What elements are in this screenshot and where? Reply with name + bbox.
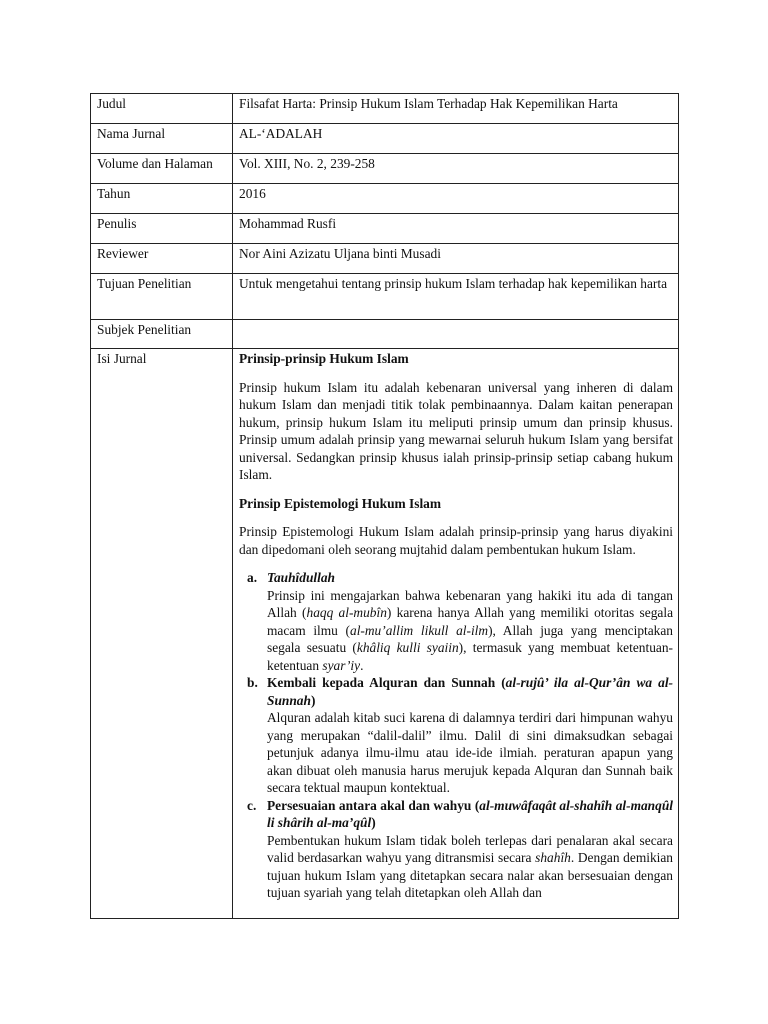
list-item — [239, 569, 673, 674]
list-marker: b. — [247, 675, 258, 690]
italic-term: al-mu’allim likull al-ilm — [350, 622, 489, 638]
label-cell: Nama Jurnal — [91, 124, 233, 154]
label-cell: Isi Jurnal — [91, 349, 233, 919]
text-run: Persesuaian antara akal dan wahyu ( — [267, 797, 480, 813]
value-cell: Untuk mengetahui tentang prinsip hukum Islam terhadap hak kepemilikan harta — [233, 274, 679, 320]
list-item — [239, 797, 673, 902]
principle-list — [239, 569, 673, 902]
value-cell — [233, 320, 679, 349]
value-cell: Nor Aini Azizatu Uljana binti Musadi — [233, 244, 679, 274]
italic-term: shahîh — [535, 850, 571, 865]
label-cell: Judul — [91, 94, 233, 124]
list-marker: a. — [247, 570, 258, 585]
text-run: . Dengan demikian tujuan hukum Islam yang ditetapkan secara nalar akan bersesuaian dengan tujuan syariah yang telah ditetapkan oleh Allah dan — [267, 850, 674, 900]
item-body — [267, 588, 673, 673]
text-run: Kembali kepada Alquran dan Sunnah ( — [267, 675, 506, 690]
text-run: ), termasuk yang membuat ketentuan-ketentuan — [267, 640, 673, 673]
row-reviewer — [91, 244, 679, 274]
row-isi-jurnal — [91, 349, 679, 919]
paragraph: Prinsip hukum Islam itu adalah kebenaran universal yang inheren di dalam hukum Islam dan menjadi titik tolak pembinaannya. Dalam kaitan penerapan hukum, prinsip hukum Islam itu meliputi prinsip umum dan prinsip khusus. Prinsip umum adalah prinsip yang mewarnai seluruh hukum Islam yang bersifat universal. Sedangkan prinsip khusus ialah prinsip-prinsip setiap cabang hukum Islam. — [239, 379, 673, 482]
italic-term: al-rujû’ ila al-Qur’ân wa al-Sunnah — [267, 675, 674, 708]
row-judul — [91, 94, 679, 124]
item-body — [267, 833, 673, 901]
section-heading: Prinsip-prinsip Hukum Islam — [239, 351, 409, 366]
row-nama-jurnal — [91, 124, 679, 154]
row-tahun — [91, 184, 679, 214]
value-cell: Vol. XIII, No. 2, 239-258 — [233, 154, 679, 184]
label-cell: Penulis — [91, 214, 233, 244]
paragraph: Prinsip Epistemologi Hukum Islam adalah prinsip-prinsip yang harus diyakini dan dipedomani oleh seorang mujtahid dalam pembentukan hukum Islam. — [239, 524, 673, 557]
text-run: ) karena hanya Allah yang memiliki otoritas segala macam ilmu ( — [267, 605, 674, 638]
italic-term: syar’iy — [322, 657, 361, 673]
label-cell: Reviewer — [91, 244, 233, 274]
row-tujuan — [91, 274, 679, 320]
text-run: Pembentukan hukum Islam tidak boleh terlepas dari penalaran akal secara valid berdasarkan wahyu yang ditransmisi secara — [267, 832, 673, 865]
text-run: . — [360, 657, 364, 673]
item-title: Tauhîdullah — [267, 570, 335, 585]
value-cell: 2016 — [233, 184, 679, 214]
italic-term: khâliq kulli syaiin — [356, 640, 459, 655]
item-title — [267, 674, 673, 709]
label-cell: Volume dan Halaman — [91, 154, 233, 184]
content-cell — [233, 349, 679, 919]
list-item — [239, 674, 673, 797]
row-subjek — [91, 320, 679, 349]
list-marker: c. — [247, 797, 257, 813]
value-cell: Mohammad Rusfi — [233, 214, 679, 244]
value-cell: AL-‘ADALAH — [233, 124, 679, 154]
review-table — [90, 93, 679, 919]
label-cell: Tahun — [91, 184, 233, 214]
row-volume — [91, 154, 679, 184]
section-heading: Prinsip Epistemologi Hukum Islam — [239, 495, 442, 511]
text-run: Prinsip ini mengajarkan bahwa kebenaran yang hakiki itu ada di tangan Allah ( — [267, 587, 673, 620]
label-cell: Tujuan Penelitian — [91, 274, 233, 320]
row-penulis — [91, 214, 679, 244]
value-cell: Filsafat Harta: Prinsip Hukum Islam Terhadap Hak Kepemilikan Harta — [233, 94, 679, 124]
text-run: ) — [310, 692, 316, 708]
label-cell: Subjek Penelitian — [91, 320, 233, 349]
italic-term: haqq al-mubîn — [306, 605, 387, 620]
text-run: ), Allah juga yang menciptakan segala sesuatu ( — [267, 622, 674, 655]
item-title — [267, 797, 673, 832]
italic-term: al-muwâfaqât al-shahîh al-manqûl li shârih al-ma’qûl — [267, 797, 673, 830]
item-body: Alquran adalah kitab suci karena di dalamnya terdiri dari himpunan wahyu yang merupakan “dalil-dalil” ilmu. Dalil di sini dimaksudkan sebagai petunjuk adanya ilmu-ilmu atau ide-ide ilmiah. peraturan apapun yang akan dibuat oleh manusia harus merujuk kepada Alquran dan Sunnah baik secara tektual maupun kontektual. — [267, 710, 673, 795]
text-run: ) — [371, 815, 376, 830]
